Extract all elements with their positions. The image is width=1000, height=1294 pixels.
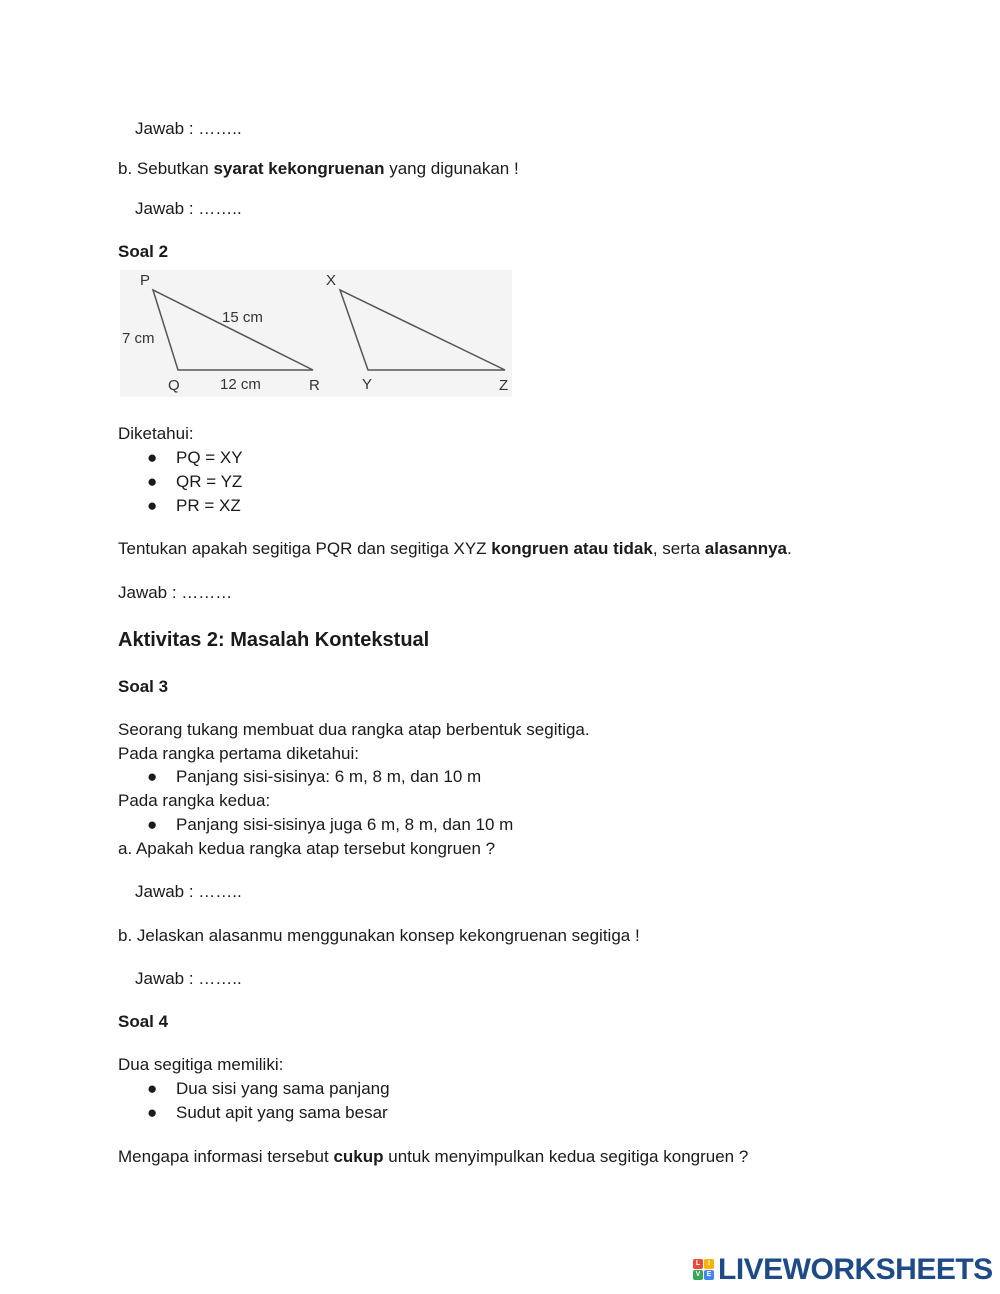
- list-item-text: Panjang sisi-sisinya juga 6 m, 8 m, dan 10 m: [176, 815, 514, 834]
- list-item: [147, 496, 241, 516]
- list-item-text: Dua sisi yang sama panjang: [176, 1079, 390, 1098]
- bold-text: cukup: [333, 1147, 384, 1166]
- question-3a: a. Apakah kedua rangka atap tersebut kongruen ?: [118, 839, 496, 858]
- jawab-2: Jawab : ………: [118, 583, 233, 602]
- paragraph: Pada rangka pertama diketahui:: [118, 744, 359, 763]
- text: Mengapa informasi tersebut: [118, 1147, 334, 1166]
- text: b. Sebutkan: [118, 159, 214, 178]
- bold-text: alasannya: [704, 539, 788, 558]
- list-item-text: PQ = XY: [176, 448, 243, 467]
- jawab-1a: Jawab : ……..: [135, 119, 242, 138]
- question-3b: b. Jelaskan alasanmu menggunakan konsep kekongruenan segitiga !: [118, 926, 640, 945]
- logo-text: LIVEWORKSHEETS: [718, 1253, 993, 1286]
- label-p: P: [140, 272, 151, 289]
- bullet: ●: [147, 448, 158, 467]
- list-item: [147, 815, 513, 835]
- soal-3-heading: Soal 3: [118, 677, 169, 696]
- logo-square: I: [704, 1259, 714, 1269]
- label-qr-length: 12 cm: [220, 376, 261, 393]
- triangle-pqr: [153, 290, 313, 370]
- bold-text: syarat kekongruenan: [213, 159, 385, 178]
- bullet: ●: [147, 496, 158, 515]
- question-2: [118, 539, 792, 559]
- paragraph: Seorang tukang membuat dua rangka atap berbentuk segitiga.: [118, 720, 590, 739]
- list-item: [147, 767, 481, 787]
- label-z: Z: [499, 377, 509, 394]
- jawab-1b: Jawab : ……..: [135, 199, 242, 218]
- soal-4-heading: Soal 4: [118, 1012, 169, 1031]
- bullet: ●: [147, 767, 158, 786]
- logo-square: V: [693, 1270, 703, 1280]
- list-item-text: Sudut apit yang sama besar: [176, 1103, 388, 1122]
- label-y: Y: [362, 376, 373, 393]
- bullet: ●: [147, 1079, 158, 1098]
- list-item-text: QR = YZ: [176, 472, 243, 491]
- question-1b: [118, 159, 519, 179]
- diketahui-label: Diketahui:: [118, 424, 194, 443]
- triangles-figure: [120, 270, 512, 397]
- label-r: R: [309, 377, 320, 394]
- triangle-xyz: [340, 290, 505, 370]
- triangles-svg: [120, 270, 512, 397]
- bullet: ●: [147, 1103, 158, 1122]
- jawab-3a: Jawab : ……..: [135, 882, 242, 901]
- liveworksheets-logo[interactable]: [693, 1253, 993, 1287]
- logo-square: L: [693, 1259, 703, 1269]
- text: yang digunakan !: [384, 159, 519, 178]
- label-q: Q: [168, 377, 180, 394]
- bold-text: kongruen atau tidak: [491, 539, 653, 558]
- jawab-3b: Jawab : ……..: [135, 969, 242, 988]
- text: untuk menyimpulkan kedua segitiga kongruen ?: [383, 1147, 749, 1166]
- bullet: ●: [147, 472, 158, 491]
- label-x: X: [326, 272, 337, 289]
- paragraph: Dua segitiga memiliki:: [118, 1055, 284, 1074]
- list-item: [147, 448, 243, 468]
- logo-square: E: [704, 1270, 714, 1280]
- list-item-text: Panjang sisi-sisinya: 6 m, 8 m, dan 10 m: [176, 767, 482, 786]
- list-item-text: PR = XZ: [176, 496, 241, 515]
- text: Tentukan apakah segitiga PQR dan segitiga XYZ: [118, 539, 492, 558]
- logo-icon: [693, 1259, 715, 1281]
- bullet: ●: [147, 815, 158, 834]
- soal-2-heading: Soal 2: [118, 242, 169, 261]
- list-item: [147, 1079, 390, 1099]
- label-pr-length: 15 cm: [222, 309, 263, 326]
- text: .: [787, 539, 792, 558]
- list-item: [147, 472, 242, 492]
- list-item: [147, 1103, 388, 1123]
- question-4: [118, 1147, 748, 1167]
- section-title: Aktivitas 2: Masalah Kontekstual: [118, 629, 430, 651]
- text: , serta: [652, 539, 705, 558]
- label-pq-length: 7 cm: [122, 330, 155, 347]
- paragraph: Pada rangka kedua:: [118, 791, 271, 810]
